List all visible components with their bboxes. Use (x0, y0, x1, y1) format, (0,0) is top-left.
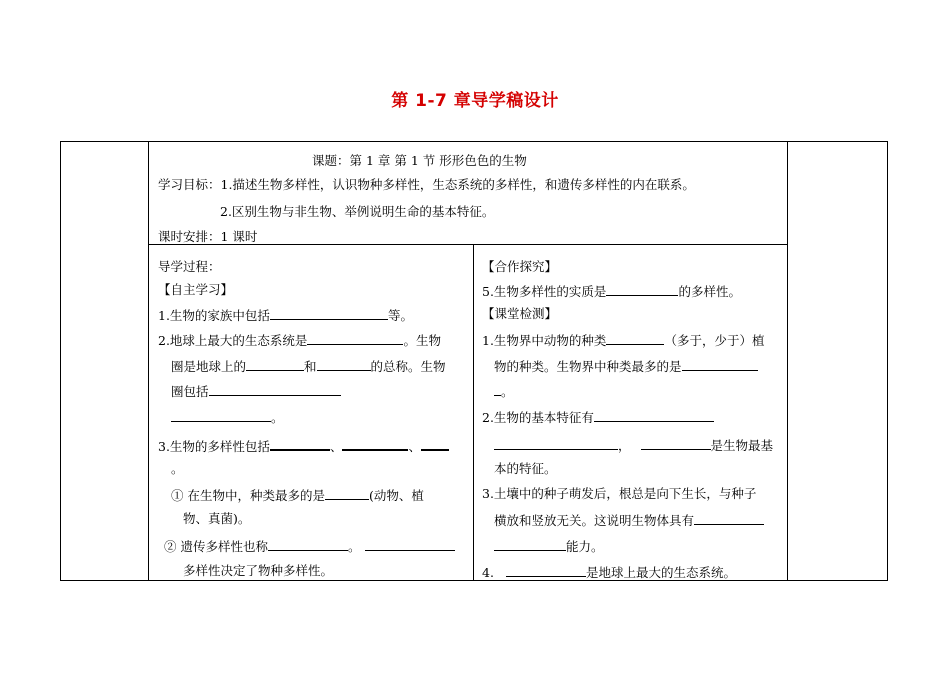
question-2-line-4: 。 (171, 408, 284, 426)
learning-goal-1: 学习目标：1.描述生物多样性，认识物种多样性，生态系统的多样性，和遗传多样性的内在联系。 (158, 177, 695, 192)
check-1: 1.生物界中动物的种类 （多于，少于）植 (482, 333, 765, 348)
question-2-line-2: 圈是地球上的 和 的总称。生物 (171, 359, 446, 374)
document-title: 第 1-7 章导学稿设计 (391, 91, 559, 111)
class-schedule: 课时安排：1 课时 (158, 229, 258, 244)
answer-blank[interactable] (606, 282, 678, 296)
question-3-end: 。 (171, 461, 184, 476)
answer-blank[interactable] (171, 408, 271, 422)
question-2-line-3: 圈包括 (171, 382, 341, 400)
check-3-line-2: 横放和竖放无关。这说明生物体具有 (494, 511, 764, 529)
guide-process-label: 导学过程： (158, 259, 221, 274)
lesson-table (60, 141, 888, 581)
section-self-study: 【自主学习】 (158, 282, 234, 297)
answer-blank[interactable] (325, 486, 369, 500)
answer-blank[interactable] (246, 357, 304, 371)
answer-blank[interactable] (594, 408, 714, 422)
question-5: 5.生物多样性的实质是 的多样性。 (482, 284, 741, 299)
question-3-1: ① 在生物中，种类最多的是 (动物、植 (171, 488, 424, 503)
answer-blank[interactable] (494, 436, 618, 450)
check-4: 4. 是地球上最大的生态系统。 (482, 565, 736, 580)
table-divider (473, 244, 474, 580)
answer-blank[interactable] (506, 563, 586, 577)
question-3: 3.生物的多样性包括 、 、 (158, 436, 449, 455)
answer-blank[interactable] (317, 357, 371, 371)
answer-blank[interactable] (494, 537, 566, 551)
question-3-1-line-2: 物、真菌)。 (183, 511, 251, 526)
section-cooperative-inquiry: 【合作探究】 (482, 259, 558, 274)
answer-blank[interactable] (209, 382, 341, 396)
answer-blank[interactable] (365, 537, 455, 551)
check-1-line-3: 。 (494, 382, 514, 400)
lesson-topic: 课题：第 1 章 第 1 节 形形色色的生物 (312, 153, 527, 168)
section-class-check: 【课堂检测】 (482, 306, 558, 321)
table-divider (148, 142, 149, 580)
answer-blank[interactable] (494, 382, 501, 396)
check-3-line-3: 能力。 (494, 537, 604, 555)
answer-blank[interactable] (268, 537, 348, 551)
answer-blank[interactable] (342, 436, 408, 451)
answer-blank[interactable] (682, 357, 758, 371)
question-3-2-line-2: 多样性决定了物种多样性。 (183, 563, 334, 578)
answer-blank[interactable] (694, 511, 764, 525)
check-2-line-2: ， 是生物最基 (494, 436, 773, 454)
check-2-line-3: 本的特征。 (494, 461, 557, 476)
answer-blank[interactable] (307, 331, 403, 345)
learning-goal-2: 2.区别生物与非生物、举例说明生命的基本特征。 (220, 204, 495, 219)
answer-blank[interactable] (270, 306, 388, 320)
answer-blank[interactable] (421, 436, 449, 451)
question-3-2: ② 遗传多样性也称 。 (164, 537, 455, 555)
check-1-line-2: 物的种类。生物界中种类最多的是 (494, 357, 758, 375)
table-divider (787, 142, 788, 580)
answer-blank[interactable] (606, 331, 664, 345)
question-2: 2.地球上最大的生态系统是 。生物 (158, 333, 441, 348)
check-3: 3.土壤中的种子萌发后，根总是向下生长，与种子 (482, 486, 757, 501)
check-2: 2.生物的基本特征有 (482, 408, 714, 426)
answer-blank[interactable] (641, 436, 711, 450)
question-1: 1.生物的家族中包括 等。 (158, 308, 413, 323)
answer-blank[interactable] (270, 436, 330, 451)
